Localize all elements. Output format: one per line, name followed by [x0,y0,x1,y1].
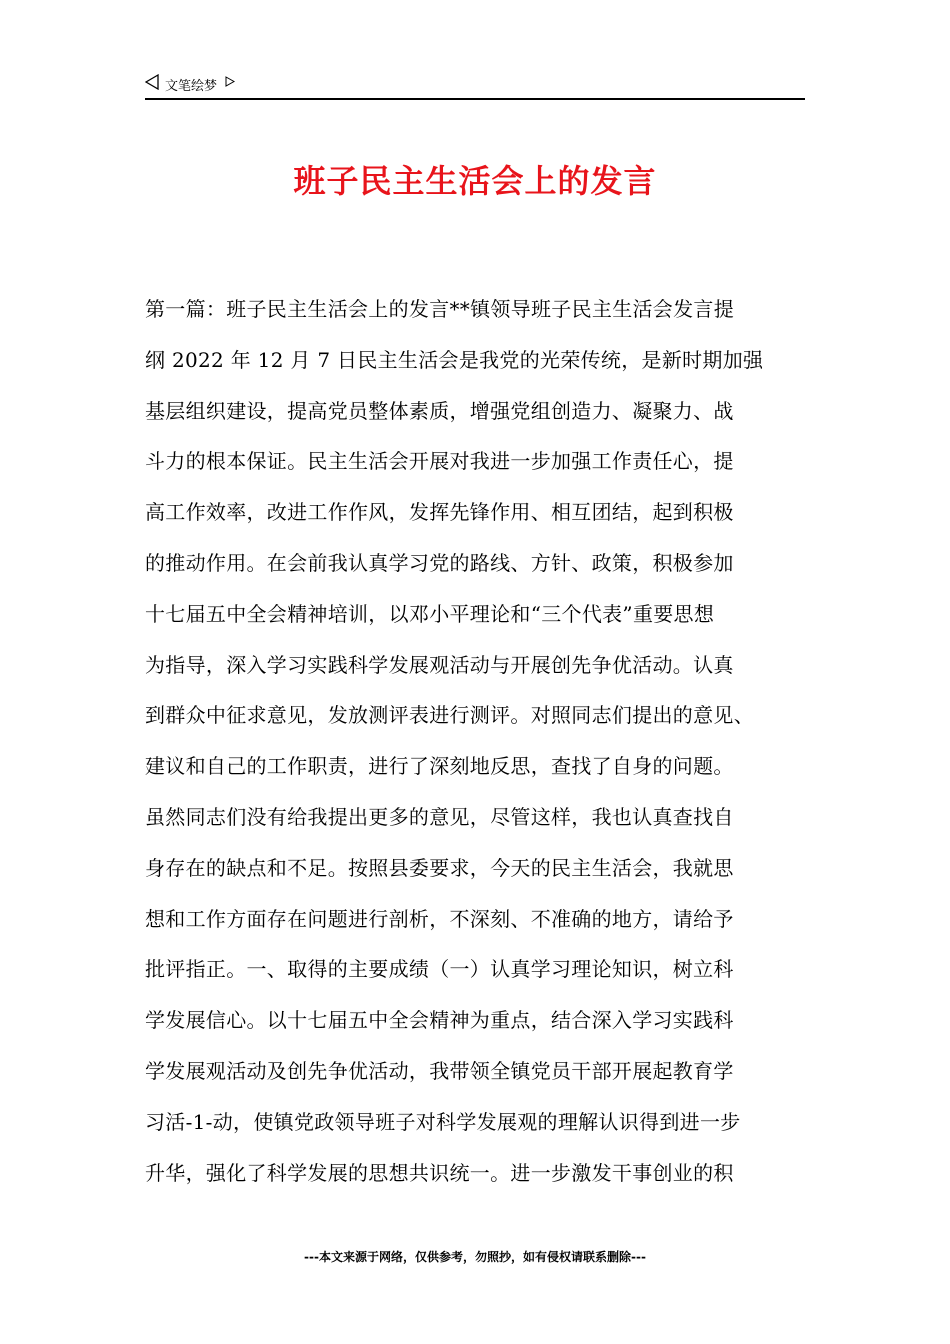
body-line: 建议和自己的工作职责，进行了深刻地反思，查找了自身的问题。 [145,754,734,779]
page-header [145,74,805,100]
body-line: 到群众中征求意见，发放测评表进行测评。对照同志们提出的意见、 [145,703,754,728]
body-line: 学发展信心。以十七届五中全会精神为重点，结合深入学习实践科 [145,1008,734,1033]
body-line: 的推动作用。在会前我认真学习党的路线、方针、政策，积极参加 [145,550,734,575]
body-line: 学发展观活动及创先争优活动，我带领全镇党员干部开展起教育学 [145,1058,734,1083]
header-brand [145,74,235,94]
body-line: 为指导，深入学习实践科学发展观活动与开展创先争优活动。认真 [145,652,734,677]
body-line: 习活-1-动，使镇党政领导班子对科学发展观的理解认识得到进一步 [145,1109,741,1134]
triangle-right-icon [225,76,235,87]
body-line: 十七届五中全会精神培训，以邓小平理论和“三个代表”重要思想 [145,601,715,626]
body-line: 斗力的根本保证。民主生活会开展对我进一步加强工作责任心，提 [145,449,734,474]
triangle-left-icon [145,74,159,94]
document-title: 班子民主生活会上的发言 [293,162,657,200]
body-line: 高工作效率，改进工作作风，发挥先锋作用、相互团结，起到积极 [145,500,734,525]
body-line: 纲 2022 年 12 月 7 日民主生活会是我党的光荣传统，是新时期加强 [145,347,764,372]
brand-text: 文笔绘梦 [165,78,218,94]
page-footer: ---本文来源于网络，仅供参考，勿照抄，如有侵权请联系删除--- [304,1250,646,1264]
body-line: 升华，强化了科学发展的思想共识统一。进一步激发干事创业的积 [145,1160,734,1185]
document-body [145,290,805,1204]
body-line: 批评指正。一、取得的主要成绩（一）认真学习理论知识，树立科 [145,957,734,982]
body-line: 身存在的缺点和不足。按照县委要求，今天的民主生活会，我就思 [145,855,734,880]
body-line: 虽然同志们没有给我提出更多的意见，尽管这样，我也认真查找自 [145,804,734,829]
body-line: 想和工作方面存在问题进行剖析，不深刻、不准确的地方，请给予 [145,906,734,931]
body-line: 基层组织建设，提高党员整体素质，增强党组创造力、凝聚力、战 [145,398,734,423]
body-line: 第一篇：班子民主生活会上的发言**镇领导班子民主生活会发言提 [145,297,734,321]
